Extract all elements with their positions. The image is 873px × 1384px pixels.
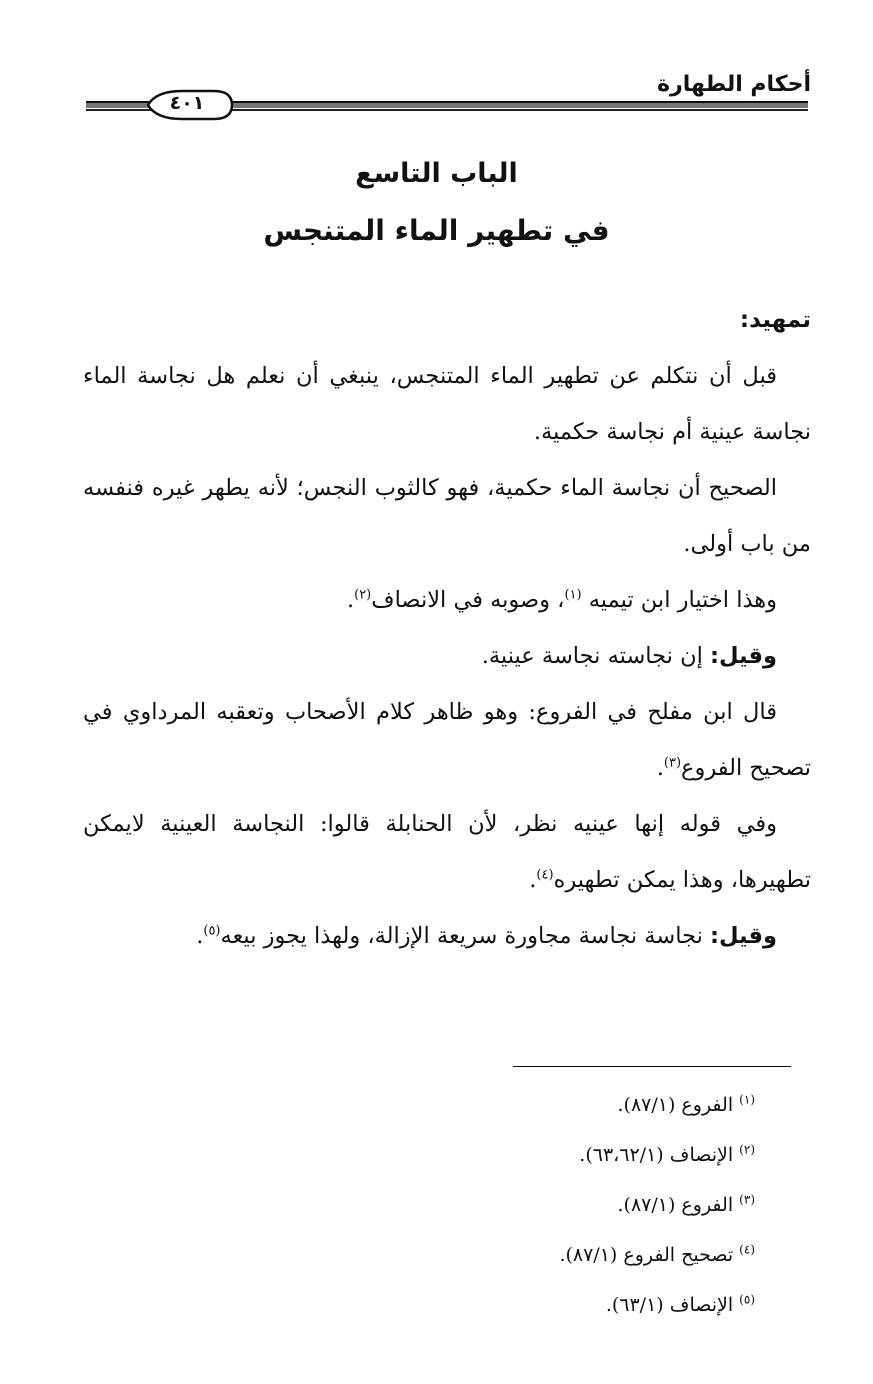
footnote-number: (١) <box>739 1092 755 1107</box>
paragraph-6-text-b: . <box>529 867 537 893</box>
running-title: أحكام الطهارة <box>657 72 811 97</box>
footnote-ref-1: (١) <box>564 587 582 603</box>
footnote-text: الإنصاف (٦٣،٦٢/١). <box>579 1144 734 1166</box>
footnote-ref-3: (٣) <box>663 755 682 771</box>
paragraph-3-text-c: . <box>346 587 355 613</box>
footnote-item <box>335 1080 755 1130</box>
footnote-number: (٢) <box>739 1142 755 1157</box>
footnote-ref-4: (٤) <box>536 867 554 883</box>
footnote-text: الإنصاف (٦٣/١). <box>605 1294 734 1316</box>
paragraph-6 <box>83 796 811 908</box>
paragraph-2: الصحيح أن نجاسة الماء حكمية، فهو كالثوب النجس؛ لأنه يطهر غيره فنفسه من باب أولى. <box>83 475 811 557</box>
footnote-ref-5: (٥) <box>203 923 221 939</box>
paragraph-4-text: إن نجاسته نجاسة عينية. <box>481 643 711 669</box>
footnote-text: تصحيح الفروع (٨٧/١). <box>559 1244 734 1266</box>
footnote-text: الفروع (٨٧/١). <box>617 1194 734 1216</box>
footnote-ref-2: (٢) <box>354 587 372 603</box>
footnote-item <box>335 1280 755 1330</box>
paragraph-6-text-a: وفي قوله إنها عينيه نظر، لأن الحنابلة قالوا: النجاسة العينية لايمكن تطهيرها، وهذا يمكن تطهيره <box>83 811 811 893</box>
paragraph-3-text-a: وهذا اختيار ابن تيميه <box>588 587 777 613</box>
footnote-item <box>335 1130 755 1180</box>
paragraph-7 <box>83 908 811 964</box>
paragraph-5-text-a: قال ابن مفلح في الفروع: وهو ظاهر كلام الأصحاب وتعقبه المرداوي في تصحيح الفروع <box>83 699 811 781</box>
footnote-number: (٣) <box>739 1192 755 1207</box>
paragraph-5 <box>83 684 811 796</box>
paragraph-7-text-b: . <box>196 923 204 949</box>
footnote-separator <box>513 1066 791 1067</box>
footnote-text: الفروع (٨٧/١). <box>617 1094 734 1116</box>
paragraph-4-lead: وقيل: <box>710 643 777 669</box>
paragraph-5-text-b: . <box>656 755 664 781</box>
chapter-title: الباب التاسع <box>355 158 518 189</box>
body-text <box>83 292 811 964</box>
paragraph-1: قبل أن نتكلم عن تطهير الماء المتنجس، ينبغي أن نعلم هل نجاسة الماء نجاسة عينية أم نجاسة حكمية. <box>83 363 811 445</box>
paragraph-3 <box>83 572 811 628</box>
paragraph-7-text-a: نجاسة نجاسة مجاورة سريعة الإزالة، ولهذا يجوز بيعه <box>220 923 711 949</box>
paragraph-7-lead: وقيل: <box>710 923 777 949</box>
footnote-item <box>335 1230 755 1280</box>
paragraph-4 <box>83 628 811 684</box>
chapter-subtitle: في تطهير الماء المتنجس <box>263 214 610 247</box>
section-heading: تمهيد: <box>739 307 811 333</box>
footnote-number: (٥) <box>739 1292 755 1307</box>
footnotes <box>335 1080 755 1330</box>
footnote-number: (٤) <box>739 1242 755 1257</box>
paragraph-3-text-b: ، وصوبه في الانصاف <box>371 587 565 613</box>
page-number: ٤٠١ <box>169 92 205 114</box>
footnote-item <box>335 1180 755 1230</box>
